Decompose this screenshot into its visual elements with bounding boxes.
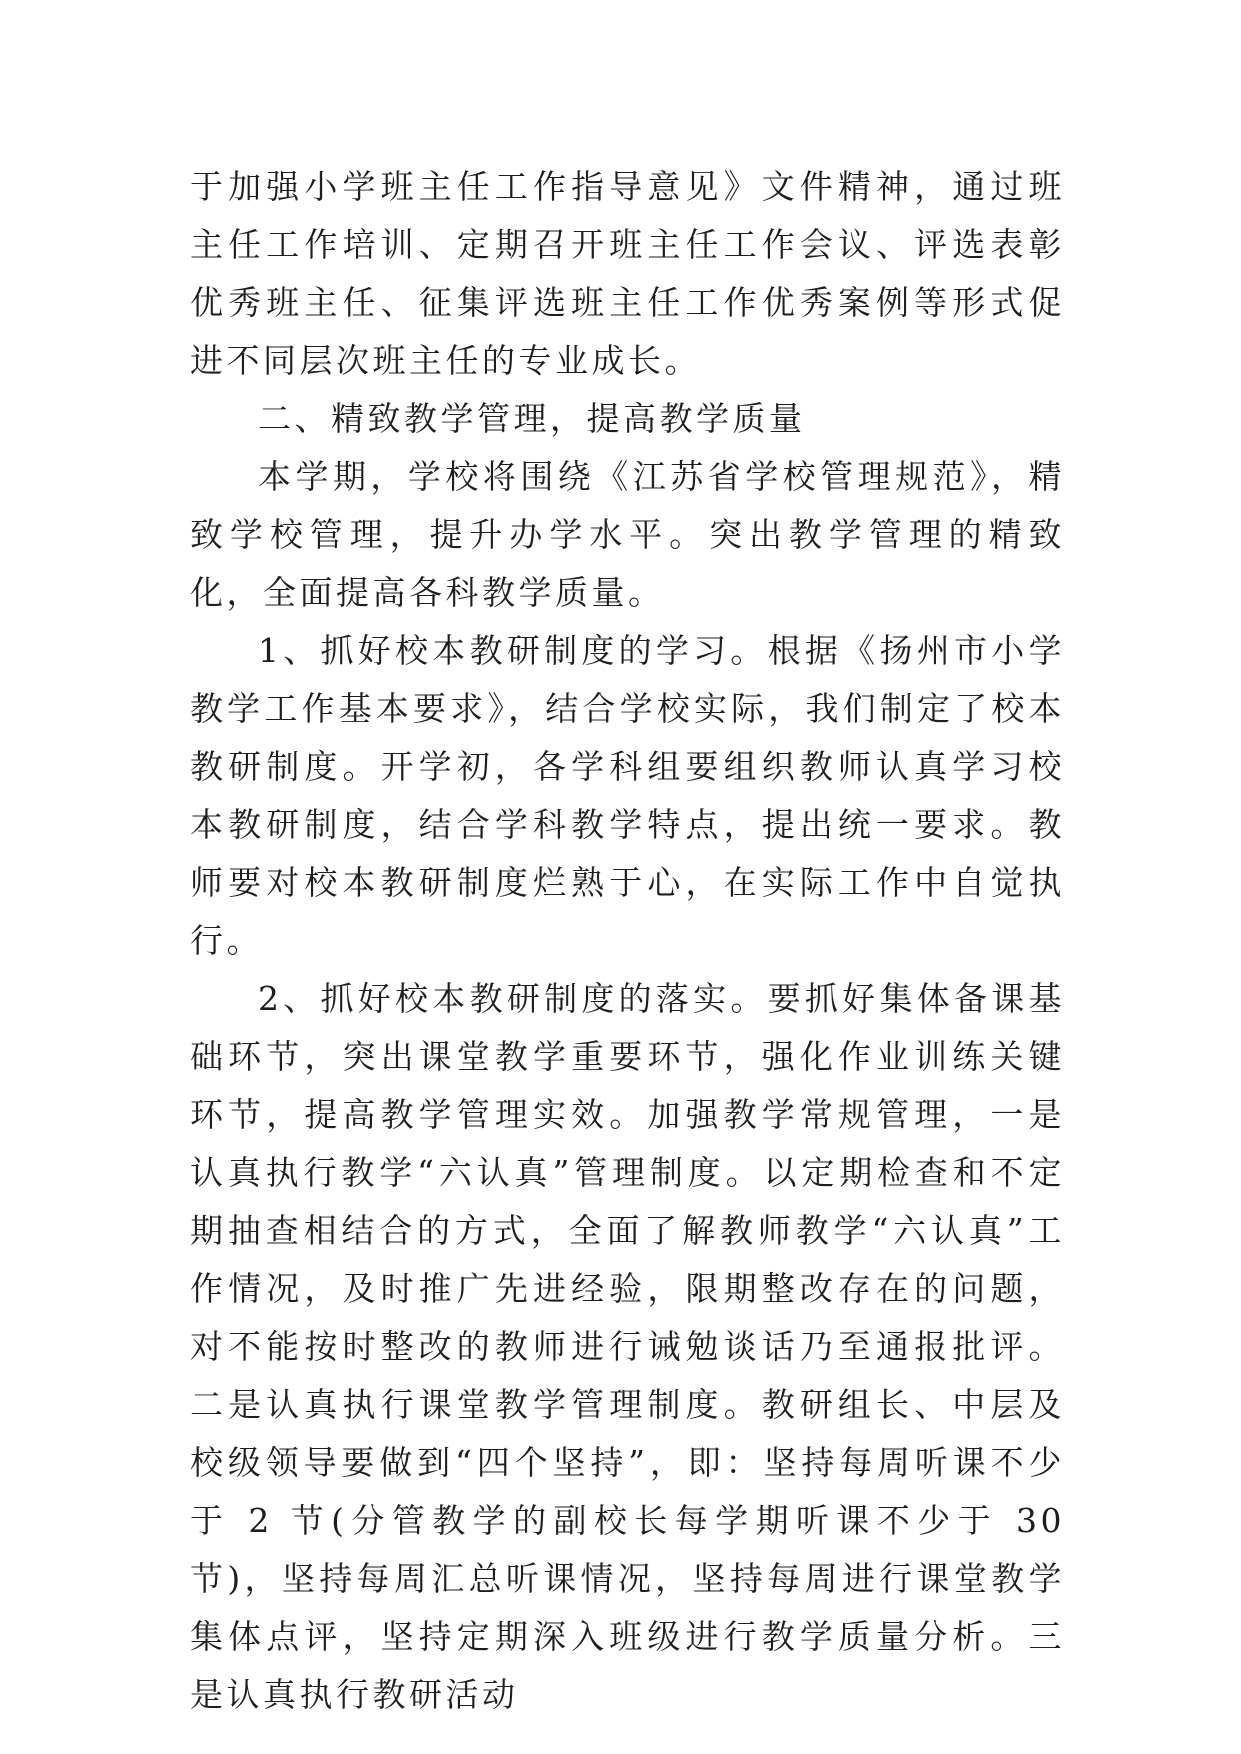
- section-heading: 二、精致教学管理，提高教学质量: [258, 399, 806, 438]
- paragraph-item-1: 1、抓好校本教研制度的学习。根据《扬州市小学教学工作基本要求》，结合学校实际，我们制定了校本教研制度。开学初，各学科组要组织教师认真学习校本教研制度，结合学科教学特点，提出统一要求。教师要对校本教研制度烂熟于心，在实际工作中自觉执行。: [190, 631, 1065, 960]
- paragraph-continuation: 于加强小学班主任工作指导意见》文件精神，通过班主任工作培训、定期召开班主任工作会议、评选表彰优秀班主任、征集评选班主任工作优秀案例等形式促进不同层次班主任的专业成长。: [190, 167, 1065, 380]
- paragraph-item-2: 2、抓好校本教研制度的落实。要抓好集体备课基础环节，突出课堂教学重要环节，强化作业训练关键环节，提高教学管理实效。加强教学常规管理，一是认真执行教学“六认真”管理制度。以定期检查和不定期抽查相结合的方式，全面了解教师教学“六认真”工作情况，及时推广先进经验，限期整改存在的问题，对不能按时整改的教师进行诫勉谈话乃至通报批评。二是认真执行课堂教学管理制度。教研组长、中层及校级领导要做到“四个坚持”，即：坚持每周听课不少于 2 节(分管教学的副校长每学期听课不少于 30 节)，坚持每周汇总听课情况，坚持每周进行课堂教学集体点评，坚持定期深入班级进行教学质量分析。三是认真执行教研活动: [190, 979, 1065, 1714]
- document-body: [190, 158, 1065, 1724]
- paragraph-intro: 本学期，学校将围绕《江苏省学校管理规范》，精致学校管理，提升办学水平。突出教学管理的精致化，全面提高各科教学质量。: [190, 457, 1065, 612]
